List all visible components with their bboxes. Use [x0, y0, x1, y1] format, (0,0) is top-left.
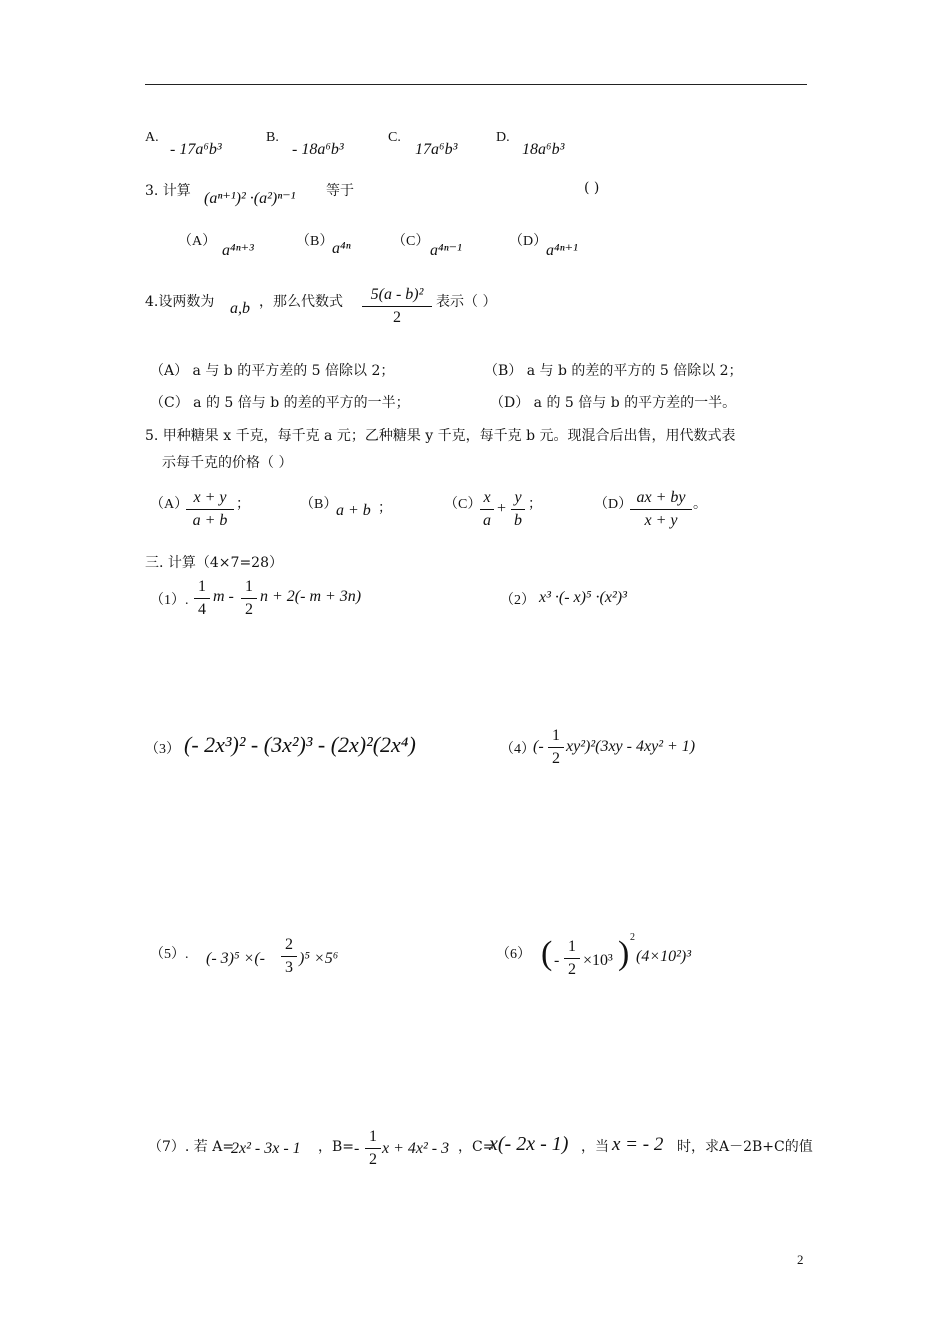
p5-fraction: $\frac{2}{3}$	[281, 936, 297, 977]
p6-inner: ×10³	[583, 952, 613, 969]
option-tail: ；	[236, 496, 250, 512]
q4-stem-suffix: 表示（ ）	[436, 294, 497, 310]
q4-option-c: （C） a 的 5 倍与 b 的差的平方的一半；	[150, 395, 410, 411]
option-tail: ；	[528, 496, 542, 512]
p6-fraction: $\frac{1}{2}$	[564, 938, 580, 979]
problem-label: （1）.	[150, 593, 189, 608]
q4-stem-middle: ，那么代数式	[259, 294, 343, 310]
p7-condition: x = - 2	[612, 1134, 664, 1155]
option-tail: 。	[693, 496, 707, 512]
p5-head: (- 3)⁵ ×(-	[206, 950, 265, 967]
fraction-denominator: x + y	[644, 512, 678, 529]
q5-line2: 示每千克的价格（ ）	[162, 455, 293, 471]
fraction-numerator: x	[480, 489, 494, 510]
fraction-denominator: 2	[393, 309, 401, 326]
fraction-numerator: y	[511, 489, 525, 510]
option-label: （B）	[300, 497, 338, 512]
option-label: （A）	[150, 497, 189, 512]
problem-label: （2）	[500, 593, 535, 608]
option-label: A.	[145, 130, 159, 145]
p4-fraction-half: $\frac{1}{2}$	[548, 727, 564, 768]
q4-option-b: （B） a 与 b 的差的平方的 5 倍除以 2；	[484, 363, 743, 379]
option-label: B.	[266, 130, 279, 145]
p1-fraction-quarter: $\frac{1}{4}$	[194, 578, 210, 619]
problem-label: （3）	[145, 742, 180, 757]
p5-tail: )⁵ ×5⁶	[299, 950, 339, 967]
p6-left-paren: (	[541, 935, 553, 972]
q5-line1: 5. 甲种糖果 x 千克，每千克 a 元；乙种糖果 y 千克，每千克 b 元。现混合后出售，用代数式表	[145, 428, 736, 444]
p7-B-label: ，B=	[318, 1139, 355, 1155]
header-rule	[145, 84, 807, 85]
q5-option-a-fraction	[186, 489, 234, 530]
option-expr: a⁴ⁿ⁻¹	[430, 242, 462, 259]
p4-paren: (-	[533, 738, 544, 755]
p7-C: x(- 2x - 1)	[489, 1133, 569, 1155]
option-tail: ；	[378, 500, 392, 516]
q3-expr: (aⁿ⁺¹)² ·(a²)ⁿ⁻¹	[204, 190, 296, 207]
problem-label: （4）	[500, 742, 535, 757]
p7-ask: 时，求A－2B+C的值	[677, 1139, 813, 1155]
option-expr: a⁴ⁿ⁺³	[222, 242, 254, 259]
option-label: （D）	[594, 497, 633, 512]
q4-vars: a,b	[230, 300, 250, 317]
problem-label: （7）. 若 A=	[148, 1139, 235, 1155]
fraction-denominator: a	[483, 512, 491, 529]
p7-C-label: ，C=	[458, 1139, 495, 1155]
option-expr: 18a⁶b³	[522, 141, 565, 158]
option-label: （C）	[444, 497, 482, 512]
q3-stem: 3. 计算	[145, 183, 191, 199]
q4-stem: 4.设两数为	[145, 294, 215, 310]
fraction-numerator: x + y	[186, 489, 234, 510]
p7-B: x + 4x² - 3	[382, 1140, 450, 1157]
option-expr: - 17a⁶b³	[170, 141, 222, 158]
p6-exponent: 2	[630, 932, 635, 943]
option-label: D.	[496, 130, 510, 145]
p7-fraction: $\frac{1}{2}$	[365, 1128, 381, 1169]
p2-expr: x³ ·(- x)⁵ ·(x²)³	[539, 589, 627, 606]
option-label: C.	[388, 130, 401, 145]
q4-option-a: （A） a 与 b 的平方差的 5 倍除以 2；	[150, 363, 395, 379]
problem-label: （6）	[496, 947, 531, 962]
fraction-numerator: ax + by	[630, 489, 692, 510]
option-label: （C）	[392, 234, 430, 249]
p7-minus: -	[354, 1140, 360, 1157]
p6-right-paren: )	[618, 935, 630, 972]
p6-minus: -	[554, 952, 560, 969]
option-expr: a + b	[336, 502, 371, 519]
option-label: （A）	[178, 234, 217, 249]
plus-sign: +	[497, 500, 507, 517]
p1-expr: n + 2(- m + 3n)	[260, 588, 362, 605]
fraction-denominator: b	[514, 512, 522, 529]
q5-option-c-fraction-2	[511, 489, 525, 530]
p4-expr: xy²)²(3xy - 4xy² + 1)	[566, 738, 696, 755]
p7-A: 2x² - 3x - 1	[231, 1140, 301, 1157]
q3-stem-suffix: 等于	[326, 183, 354, 199]
p3-expr: (- 2x³)² - (3x²)³ - (2x)²(2x⁴)	[184, 732, 416, 757]
q4-fraction	[362, 286, 432, 327]
p1-fraction-half: $\frac{1}{2}$	[241, 578, 257, 619]
option-expr: 17a⁶b³	[415, 141, 458, 158]
page-number: 2	[797, 1252, 804, 1267]
q5-option-c-fraction-1	[480, 489, 494, 530]
option-expr: a⁴ⁿ⁺¹	[546, 242, 578, 259]
answer-blank: ( )	[584, 180, 600, 196]
p1-term: m -	[213, 588, 234, 605]
p6-tail: (4×10²)³	[636, 948, 692, 965]
fraction-numerator: 5(a - b)²	[362, 286, 432, 307]
p7-when: ，当	[581, 1139, 609, 1155]
option-label: （D）	[509, 234, 548, 249]
option-expr: a⁴ⁿ	[332, 240, 351, 257]
q4-option-d: （D） a 的 5 倍与 b 的平方差的一半。	[490, 395, 737, 411]
section-title: 三. 计算（4×7=28）	[145, 555, 283, 571]
problem-label: （5）.	[150, 947, 189, 962]
q5-option-d-fraction	[630, 489, 692, 530]
option-label: （B）	[296, 234, 334, 249]
fraction-denominator: a + b	[192, 512, 228, 529]
option-expr: - 18a⁶b³	[292, 141, 344, 158]
